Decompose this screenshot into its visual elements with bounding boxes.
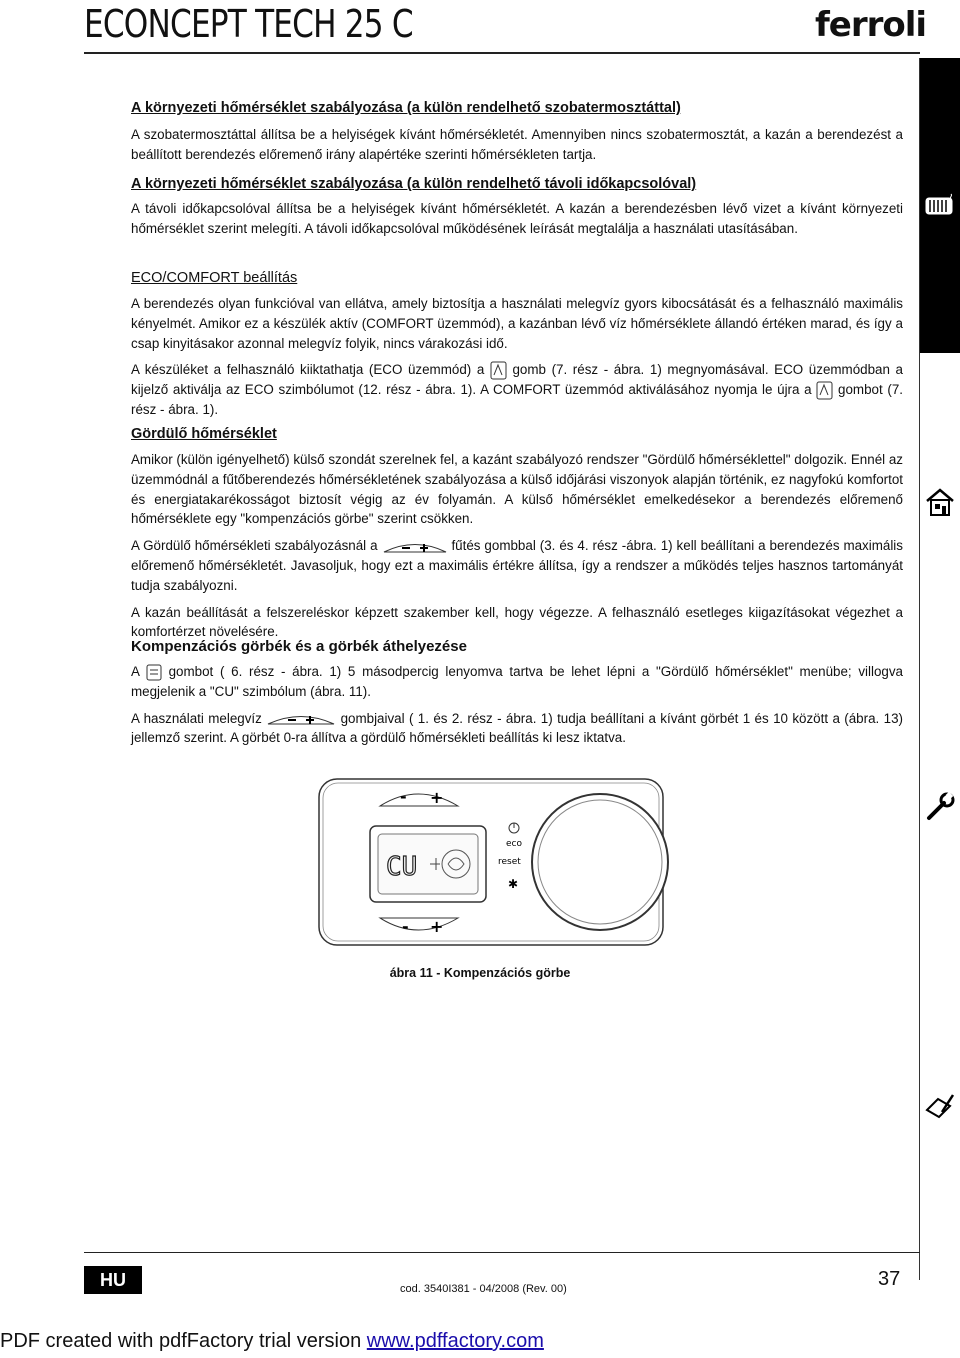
section-paragraph: A Gördülő hőmérsékleti szabályozásnál a fűtés gombbal (3. és 4. rész -ábra. 1) kell beállítani a berendezés maximális előremenő hőmérsékletét. Javasoljuk, hogy ezt a maximális értékre állítsa, így a rendszer a működés teljes hasznos tartományát tudja szabályozni. <box>131 538 903 593</box>
document-title: ECONCEPT TECH 25 C <box>84 2 413 46</box>
dhw-plus-minus-button-icon <box>266 711 336 727</box>
svg-text:ferroli: ferroli <box>815 5 927 45</box>
svg-text:-: - <box>402 917 409 936</box>
pdf-creator-note: PDF created with pdfFactory trial version www.pdffactory.com <box>0 1330 544 1352</box>
svg-text:+: + <box>430 917 444 936</box>
section-paragraph: A készüléket a felhasználó kiiktathatja (ECO üzemmód) a gomb (7. rész - ábra. 1) megnyomásával. ECO üzemmódban a kijelző aktiválja az ECO szimbólumot (12. rész - ábra. 1). A COMFORT üzemmód aktiválásához nyomja le újra a gombot (7. rész - ábra. 1). <box>131 362 903 418</box>
section-heading: A környezeti hőmérséklet szabályozása (a külön rendelhető távoli időkapcsolóval) <box>131 176 697 192</box>
svg-text:✱: ✱ <box>508 877 519 891</box>
section-paragraph: A gombot ( 6. rész - ábra. 1) 5 másodpercig lenyomva tartva be lehet lépni a "Gördülő hőmérséklet" menübe; villogva megjelenik a "CU" szimbólum (ábra. 11). <box>131 664 903 699</box>
section-paragraph: A szobatermosztáttal állítsa be a helyiségek kívánt hőmérsékletét. Amennyiben nincs szobatermosztát, a kazán a berendezést a beállított berendezés előremenő irány alapértéke szerinti hőmérsékleten tartja. <box>131 127 903 162</box>
figure-caption: ábra 11 - Kompenzációs görbe <box>389 966 571 980</box>
svg-text:-: - <box>400 787 407 806</box>
section-heading: A környezeti hőmérséklet szabályozása (a külön rendelhető szobatermosztáttal) <box>131 100 681 116</box>
eco-button-icon <box>816 381 833 400</box>
heating-icon[interactable] <box>924 190 956 222</box>
control-panel-figure <box>318 778 664 946</box>
section-paragraph: A távoli időkapcsolóval állítsa be a helyiségek kívánt hőmérsékletét. A kazán a berendezésben lévő vizet a kívánt környezeti hőmérséklet szerint melegíti. A távoli időkapcsolóval működésének leírását megtalálja a használati utasításában. <box>131 201 903 236</box>
header-divider <box>84 52 920 54</box>
section-paragraph: A használati melegvíz gombjaival ( 1. és 2. rész - ábra. 1) tudja beállítani a kívánt görbét 1 és 10 között a (ábra. 13) jellemző szerint. A görbét 0-ra állítva a gördülő hőmérsékleti beállítás ki lesz iktatva. <box>131 710 903 746</box>
language-badge: HU <box>84 1266 142 1294</box>
wrench-icon[interactable] <box>924 791 956 823</box>
house-icon[interactable] <box>924 486 956 518</box>
svg-text:reset: reset <box>498 857 521 867</box>
heating-plus-minus-button-icon <box>382 539 448 555</box>
section-heading: ECO/COMFORT beállítás <box>131 270 298 286</box>
ferroli-logo <box>812 0 927 50</box>
svg-text:+: + <box>430 788 444 807</box>
section-paragraph: Amikor (külön igényelhető) külső szondát szerelnek fel, a kazánt szabályozó rendszer "Gördülő hőmérséklettel" dolgozik. Ennél az üzemmódnál a fűtőberendezés hőmérsékletének szabályozása a külső időjárási viszonyok alapján történik, ez nagyfokú komfortot és energiatakarékosságot biztosít végig az év folyamán. A külső hőmérséklet emelkedésekor a berendezés előremenő hőmérséklete egy "kompenzációs görbe" szerint csökken. <box>131 452 903 527</box>
pdffactory-link[interactable]: www.pdffactory.com <box>366 1330 544 1352</box>
section-heading: Gördülő hőmérséklet <box>131 426 277 442</box>
document-code: cod. 3540I381 - 04/2008 (Rev. 00) <box>400 1283 567 1295</box>
section-paragraph: A kazán beállítását a felszereléskor képzett szakember kell, hogy végezze. A felhasználó esetleges kiigazításokat végezhet a komfortérzet növelésére. <box>131 604 903 640</box>
footer-divider <box>84 1252 920 1253</box>
reset-button-icon <box>146 664 162 681</box>
section-heading: Kompenzációs görbék és a görbék áthelyezése <box>131 638 467 655</box>
eco-button-icon <box>490 361 507 380</box>
page-number: 37 <box>878 1268 901 1290</box>
display-cu-text: CU <box>386 852 418 882</box>
notepad-icon[interactable] <box>924 1090 956 1122</box>
svg-text:eco: eco <box>506 839 522 849</box>
section-sidebar <box>919 58 960 1280</box>
section-paragraph: A berendezés olyan funkcióval van ellátva, amely biztosítja a használati melegvíz gyors kibocsátását és a felhasználó maximális kényelmét. Amikor ez a készülék aktív (COMFORT üzemmód), a kazánban lévő víz hőmérséklete állandó értéken marad, és így a csap kinyitásakor azonnal melegvíz folyik, nincs várakozási idő. <box>131 296 903 351</box>
